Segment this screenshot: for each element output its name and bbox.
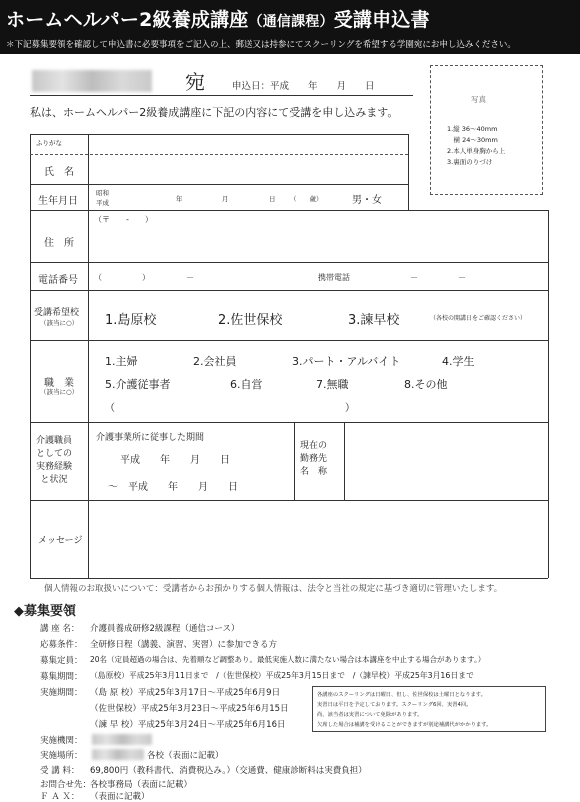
guide-value-period-shimabara: （島 原 校）平成25年3月17日〜平成25年6月9日 — [90, 688, 281, 698]
schooling-note-1: 各講座のスクーリングは日曜日、但し、佐世保校は土曜日となります。 — [317, 692, 486, 698]
schooling-note-4: 欠席した場合は補講を受けることができますが別途補講代がかかります。 — [317, 722, 492, 728]
guide-label-fee: 受 講 料： — [40, 766, 80, 776]
guide-value-recruit-period: （島原校）平成25年3月11日まで /（佐世保校）平成25年3月15日まで /（諫早校）平成25年3月16日まで — [90, 671, 474, 680]
guide-value-conditions: 全研修日程（講義、演習、実習）に参加できる方 — [90, 640, 278, 650]
care-period-from[interactable]: 平成 年 月 日 — [120, 455, 230, 466]
birth-month-unit: 月 — [222, 195, 229, 203]
title-course: （通信課程） — [248, 14, 334, 30]
workplace-name-field[interactable] — [346, 424, 546, 498]
guide-value-capacity: 20名（定員超過の場合は、先着順など調整あり。最低実施人数に満たない場合は本講座を中止する場合があります。） — [90, 655, 486, 664]
school-hint: （各校の開講日をご確認ください） — [430, 315, 527, 322]
birthdate-label: 生年月日 — [38, 196, 78, 207]
postal-code-field[interactable]: （〒 - ） — [94, 215, 153, 224]
honorific: 宛 — [185, 70, 205, 94]
header-banner — [0, 0, 580, 54]
address-label: 住 所 — [44, 238, 74, 249]
phone-field[interactable]: （ ） － — [94, 273, 194, 282]
care-period-label: 介護事業所に従事した期間 — [96, 433, 205, 443]
guide-label-contact: お問合せ先： — [40, 780, 92, 790]
occupation-note: （該当に○） — [40, 388, 79, 396]
birth-day-unit: 日 — [269, 195, 276, 203]
job-option-care-worker[interactable]: 5.介護従事者 — [105, 378, 171, 391]
message-field[interactable] — [90, 502, 546, 576]
job-other-field[interactable]: （ ） — [105, 403, 355, 414]
workplace-label: 現在の 勤務先 名 称 — [300, 441, 328, 477]
title-main: ホームヘルパー2級養成講座 — [6, 9, 249, 31]
guide-label-conditions: 応募条件： — [40, 640, 83, 650]
form-title — [6, 5, 430, 32]
era-heisei: 平成 — [96, 199, 109, 207]
application-date-label: 申込日：平成 年 月 日 — [232, 81, 375, 92]
job-option-self-employed[interactable]: 6.自営 — [230, 378, 263, 391]
job-option-employee[interactable]: 2.会社員 — [193, 355, 237, 368]
schooling-note-box — [312, 686, 546, 732]
guide-value-fax: （表面に記載） — [90, 792, 150, 802]
guide-label-capacity: 募集定員： — [40, 656, 83, 666]
care-period-to[interactable]: 〜 平成 年 月 日 — [108, 482, 238, 493]
photo-spec-3: 2.本人単身胸から上 — [447, 147, 506, 155]
blurred-organizer — [92, 734, 152, 745]
phone-label: 電話番号 — [38, 275, 78, 286]
age-field[interactable]: （ 歳） — [290, 195, 323, 203]
mobile-label: 携帯電話 — [318, 273, 350, 282]
occupation-label: 職 業 — [44, 378, 74, 389]
job-option-unemployed[interactable]: 7.無職 — [316, 378, 349, 391]
job-option-parttime[interactable]: 3.パート・アルバイト — [292, 355, 401, 368]
guide-label-organizer: 実施機関： — [40, 736, 83, 746]
title-end: 受講申込書 — [333, 9, 430, 31]
application-statement: 私は、ホームヘルパー2級養成講座に下記の内容にて受講を申し込みます。 — [30, 106, 399, 119]
guide-value-period-sasebo: （佐世保校）平成25年3月23日〜平成25年6月15日 — [90, 704, 289, 714]
guide-value-contact: 各校事務局（表面に記載） — [90, 780, 193, 790]
guide-title: ◆募集要領 — [14, 604, 76, 619]
photo-spec-4: 3.裏面のりづけ — [447, 158, 493, 166]
guide-value-location: 各校（表面に記載） — [147, 751, 224, 761]
schooling-note-3: 尚、該当者は実習について免除があります。 — [317, 712, 423, 718]
school-option-shimabara[interactable]: 1.島原校 — [105, 313, 157, 328]
guide-value-period-isahaya: （諫 早 校）平成25年3月24日〜平成25年6月16日 — [90, 720, 286, 730]
message-label: メッセージ — [38, 536, 83, 546]
header-note: ＊下記募集要領を確認して申込書に必要事項をご記入の上、郵送又は持参にてスクーリングを希望する学園宛にお申し込みください。 — [6, 40, 516, 50]
addressee-underline — [30, 95, 413, 96]
job-option-student[interactable]: 4.学生 — [442, 355, 475, 368]
school-note: （該当に○） — [40, 319, 79, 327]
name-field[interactable] — [90, 156, 406, 182]
guide-label-course-period: 実施期間： — [40, 688, 83, 698]
gender-options[interactable]: 男・女 — [352, 195, 382, 206]
guide-label-fax: Ｆ Ａ Ｘ： — [40, 792, 80, 802]
photo-title: 写真 — [471, 95, 486, 104]
photo-spec-1: 1.縦 36〜40mm — [447, 125, 498, 133]
guide-label-location: 実施場所： — [40, 751, 83, 761]
furigana-label: ふりがな — [36, 139, 62, 147]
name-label: 氏 名 — [44, 167, 74, 178]
blurred-addressee — [32, 70, 152, 92]
schooling-note-2: 実習日は平日を予定しております。スクーリング6回、実習4回。 — [317, 702, 472, 708]
guide-value-fee: 69,800円（教科書代、消費税込み。）（交通費、健康診断料は実費負担） — [90, 766, 367, 776]
photo-box — [430, 65, 543, 195]
era-showa: 昭和 — [96, 189, 109, 197]
mobile-field[interactable]: － － — [410, 273, 466, 282]
blurred-location — [92, 749, 144, 760]
birth-year-unit: 年 — [176, 195, 183, 203]
photo-spec-2: 横 24〜30mm — [447, 136, 498, 144]
school-label: 受講希望校 — [34, 308, 80, 318]
care-experience-label: 介護職員 としての 実務経験 と状況 — [36, 436, 73, 485]
guide-label-course: 講 座 名： — [40, 624, 80, 634]
school-option-isahaya[interactable]: 3.諫早校 — [348, 313, 400, 328]
privacy-notice: 個人情報のお取扱いについて：受講者からお預かりする個人情報は、法令と当社の規定に基づき適切に管理いたします。 — [44, 584, 503, 594]
job-option-housewife[interactable]: 1.主婦 — [105, 355, 138, 368]
guide-value-course: 介護員養成研修2級課程（通信コース） — [90, 624, 240, 634]
school-option-sasebo[interactable]: 2.佐世保校 — [218, 313, 283, 328]
job-option-other[interactable]: 8.その他 — [404, 378, 448, 391]
guide-label-recruit-period: 募集期間： — [40, 672, 83, 682]
